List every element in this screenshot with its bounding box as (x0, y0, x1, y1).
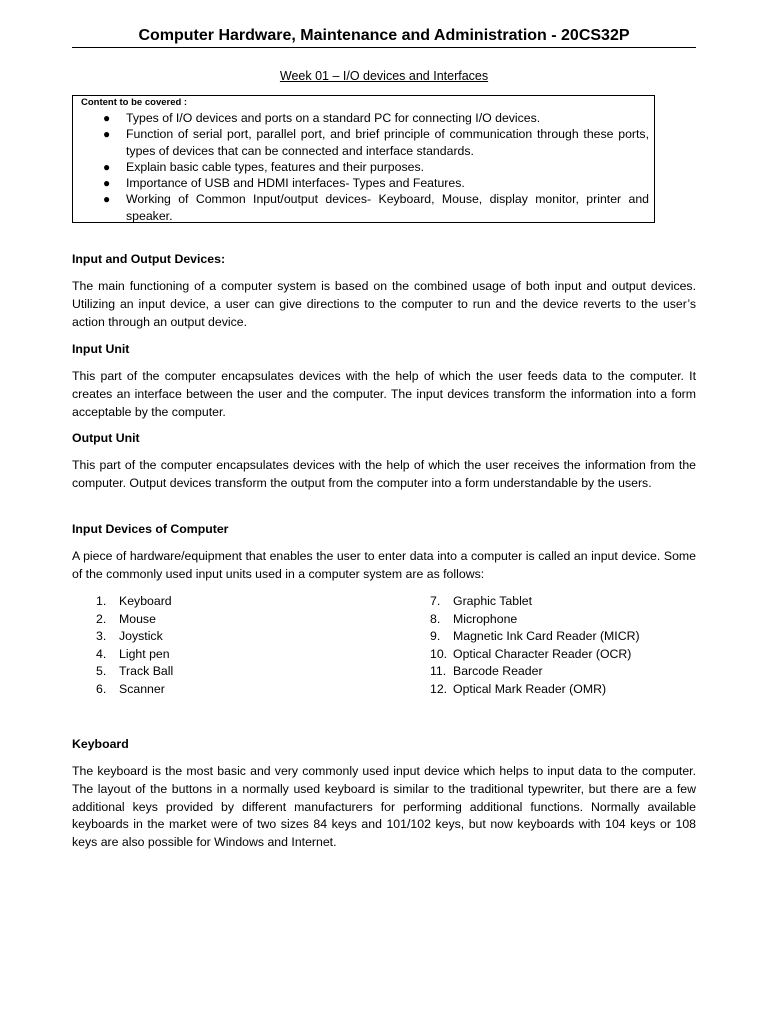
bullet-icon: ● (103, 192, 111, 207)
list-item: 8. Microphone (430, 611, 518, 626)
keyboard-heading: Keyboard (72, 737, 129, 751)
bullet-icon: ● (103, 111, 111, 125)
bullet-icon: ● (103, 127, 111, 142)
content-list-item: ● Working of Common Input/output devices- Keyboard, Mouse, display monitor, printer and speaker. (103, 192, 649, 223)
content-list-item: ● Importance of USB and HDMI interfaces- Types and Features. (103, 176, 465, 191)
content-list-item: ● Function of serial port, parallel port, and brief principle of communication through these ports, types of devices that can be connected and interface standards. (103, 127, 649, 158)
list-item: 5. Track Ball (96, 664, 174, 679)
output-unit-paragraph: This part of the computer encapsulates devices with the help of which the user receives the information from the computer. Output devices transform the output from the computer into a form understandable by the users. (72, 458, 696, 490)
list-item: 10. Optical Character Reader (OCR) (430, 646, 632, 661)
list-item: 6. Scanner (96, 681, 165, 696)
keyboard-paragraph: The keyboard is the most basic and very commonly used input device which helps to input data to the computer. The layout of the buttons in a normally used keyboard is similar to the traditional typewriter, but there are a few additional keys provided by different manufacturers for performing additional functions. Normally available keyboards in the market were of two sizes 84 keys and 101/102 keys, but now keyboards with 104 keys or 108 keys are also possible for Windows and Internet. (72, 764, 696, 850)
page-header-title: Computer Hardware, Maintenance and Administration - 20CS32P (138, 27, 630, 44)
content-list-item: ● Explain basic cable types, features and their purposes. (103, 159, 425, 174)
header-divider (72, 47, 696, 48)
device-list-right (430, 593, 640, 699)
io-devices-heading: Input and Output Devices: (72, 252, 226, 266)
list-item: 12. Optical Mark Reader (OMR) (430, 681, 607, 696)
content-to-be-covered-box (72, 95, 655, 223)
input-unit-paragraph: This part of the computer encapsulates devices with the help of which the user feeds data to the computer. It creates an interface between the user and the computer. The input devices transform the information into a form acceptable by the computer. (72, 369, 696, 419)
input-devices-paragraph: A piece of hardware/equipment that enables the user to enter data into a computer is called an input device. Some of the commonly used input units used in a computer system are as follows: (72, 549, 696, 581)
io-devices-paragraph: The main functioning of a computer system is based on the combined usage of both input and output devices. Utilizing an input device, a user can give directions to the computer to run and the device reverts to the user’s action through an output device. (72, 279, 696, 329)
list-item: 3. Joystick (96, 629, 163, 644)
list-item: 9. Magnetic Ink Card Reader (MICR) (430, 629, 640, 644)
list-item: 2. Mouse (96, 611, 156, 626)
bullet-icon: ● (103, 176, 111, 191)
content-list-item: ● Types of I/O devices and ports on a standard PC for connecting I/O devices. (103, 111, 541, 125)
list-item: 11. Barcode Reader (430, 664, 543, 679)
list-item: 4. Light pen (96, 646, 170, 661)
input-unit-heading: Input Unit (72, 342, 130, 356)
device-list-left (96, 593, 173, 699)
output-unit-heading: Output Unit (72, 431, 140, 445)
week-title: Week 01 – I/O devices and Interfaces (279, 69, 489, 83)
content-box-label: Content to be covered : (81, 97, 188, 108)
content-list (103, 110, 649, 224)
list-item: 7. Graphic Tablet (430, 594, 533, 608)
input-devices-heading: Input Devices of Computer (72, 522, 229, 536)
bullet-icon: ● (103, 159, 111, 174)
list-item: 1. Keyboard (96, 594, 172, 608)
